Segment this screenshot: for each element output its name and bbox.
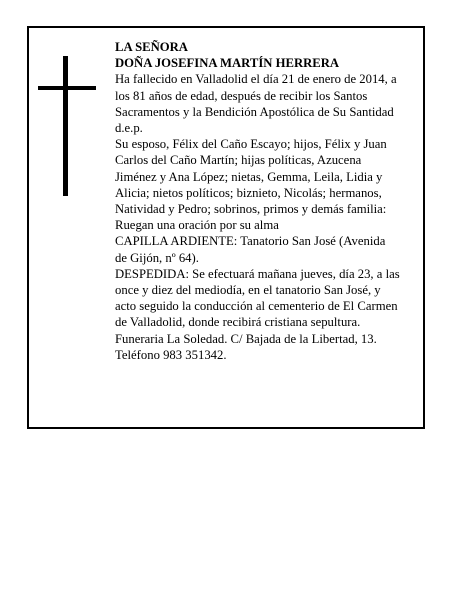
farewell-line: DESPEDIDA: Se efectuará mañana jueves, día 23, a las <box>115 266 400 281</box>
family-line: Su esposo, Félix del Caño Escayo; hijos, Félix y Juan <box>115 137 387 152</box>
funeral-home-line: Funeraria La Soledad. C/ Bajada de la Libertad, 13. <box>115 331 377 346</box>
chapel-line: de Gijón, nº 64). <box>115 250 199 265</box>
death-line: Sacramentos y la Bendición Apostólica de Su Santidad <box>115 104 394 119</box>
farewell-line: acto seguido la conducción al cementerio de El Carmen <box>115 299 398 314</box>
notice-title: LA SEÑORA <box>115 40 188 54</box>
cross-vertical-bar <box>63 56 68 196</box>
farewell-line: de Valladolid, donde recibirá cristiana sepultura. <box>115 315 361 330</box>
death-line: d.e.p. <box>115 121 143 136</box>
farewell-line: once y diez del mediodía, en el tanatorio San José, y <box>115 283 381 298</box>
death-line: los 81 años de edad, después de recibir los Santos <box>115 88 368 103</box>
family-line: Ruegan una oración por su alma <box>115 218 279 233</box>
chapel-line: CAPILLA ARDIENTE: Tanatorio San José (Avenida <box>115 234 386 249</box>
cross-icon <box>38 56 96 196</box>
family-line: Natividad y Pedro; sobrinos, primos y demás familia: <box>115 202 387 217</box>
obituary-text <box>115 39 423 363</box>
family-line: Alicia; nietos políticos; biznieto, Nicolás; hermanos, <box>115 185 382 200</box>
family-line: Jiménez y Ana López; nietas, Gemma, Leila, Lidia y <box>115 169 383 184</box>
cross-horizontal-bar <box>38 86 96 90</box>
family-line: Carlos del Caño Martín; hijas políticas, Azucena <box>115 153 362 168</box>
deceased-name: DOÑA JOSEFINA MARTÍN HERRERA <box>115 56 340 71</box>
death-line: Ha fallecido en Valladolid el día 21 de enero de 2014, a <box>115 72 397 87</box>
funeral-home-line: Teléfono 983 351342. <box>115 347 227 362</box>
